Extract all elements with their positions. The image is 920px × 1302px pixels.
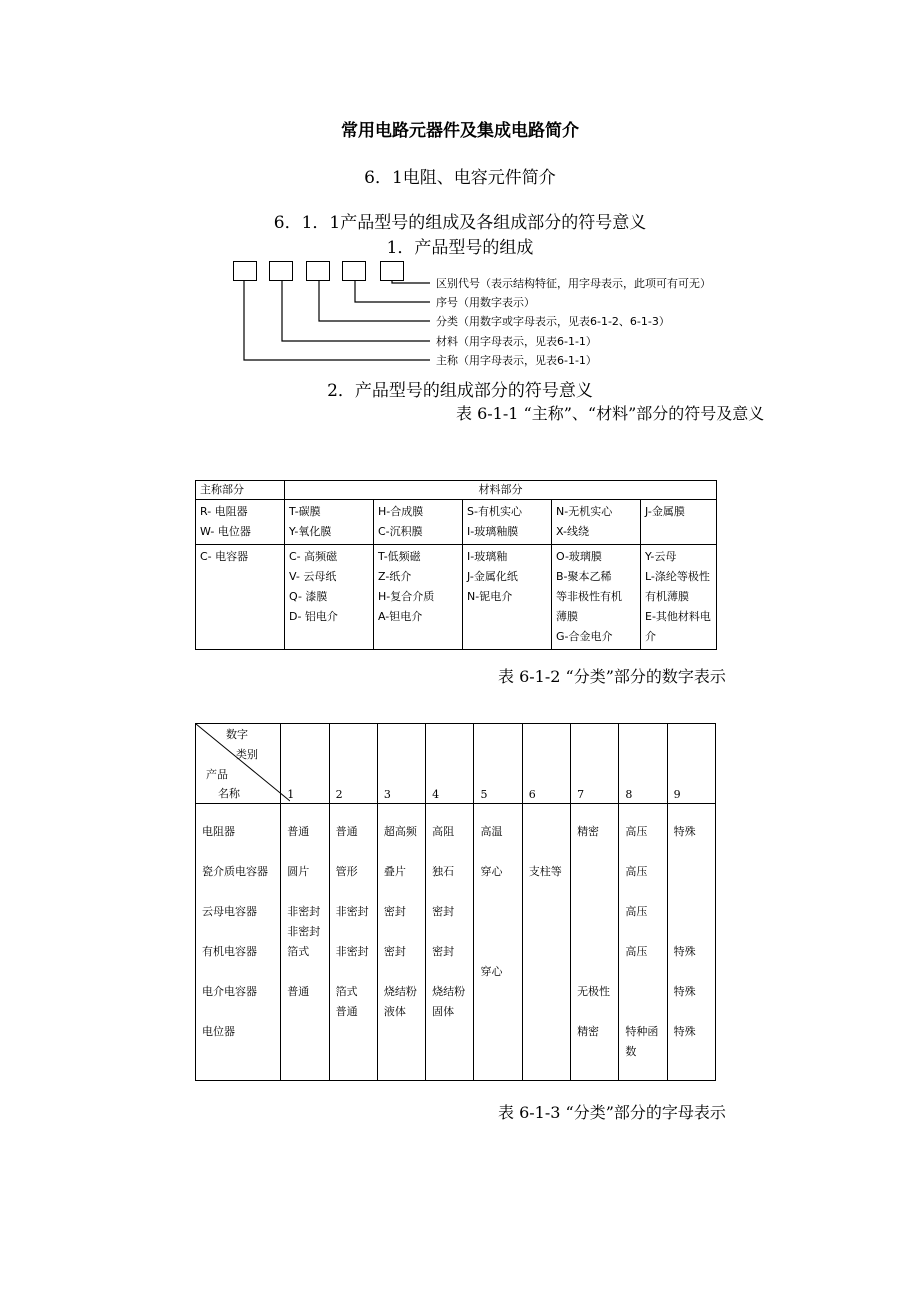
table-caption: 表 6-1-2 “分类”部分的数字表示 (498, 667, 726, 686)
table-caption: 表 6-1-1 “主称”、“材料”部分的符号及意义 (456, 404, 765, 423)
column-number: 9 (667, 724, 715, 804)
column-number: 7 (571, 724, 619, 804)
table-column-2: 普通 管形 非密封 非密封 箔式 普通 (329, 804, 377, 1081)
diagram-label: 材料（用字母表示，见表6-1-1） (436, 335, 597, 348)
table-column-6: 支柱等 (522, 804, 570, 1081)
table-cell: N-无机实心 X-线绕 (552, 500, 641, 545)
table-cell: I-玻璃釉 J-金属化纸 N-铌电介 (463, 545, 552, 650)
column-number: 1 (281, 724, 329, 804)
table-header-cell: 主称部分 (196, 481, 285, 500)
table-column-5: 高温 穿心 穿心 (474, 804, 522, 1081)
table-cell: C- 高频磁 V- 云母纸 Q- 漆膜 D- 铝电介 (285, 545, 374, 650)
table-cell: O-玻璃膜 B-聚本乙稀 等非极性有机 薄膜 G-合金电介 (552, 545, 641, 650)
column-number: 6 (522, 724, 570, 804)
column-number: 2 (329, 724, 377, 804)
column-number: 5 (474, 724, 522, 804)
table-cell: T-低频磁 Z-纸介 H-复合介质 A-钽电介 (374, 545, 463, 650)
table-column-1: 普通 圆片 非密封 非密封 箔式 普通 (281, 804, 329, 1081)
page-title: 常用电路元器件及集成电路简介 (341, 121, 579, 141)
table-column-8: 高压 高压 高压 高压 特种函 数 (619, 804, 667, 1081)
table-cell: R- 电阻器 W- 电位器 (196, 500, 285, 545)
table-cell: S-有机实心 I-玻璃釉膜 (463, 500, 552, 545)
subsection-heading: 6．1．1产品型号的组成及各组成部分的符号意义 (273, 213, 647, 233)
table-classification-digits (195, 723, 716, 1081)
table-column-4: 高阻 独石 密封 密封 烧结粉 固体 (426, 804, 474, 1081)
heading-symbol-meaning: 2．产品型号的组成部分的符号意义 (327, 381, 593, 401)
heading-composition: 1．产品型号的组成 (386, 238, 534, 258)
table-caption: 表 6-1-3 “分类”部分的字母表示 (498, 1103, 726, 1122)
diagram-label: 主称（用字母表示，见表6-1-1） (436, 354, 597, 367)
table-column-7: 精密 无极性 精密 (571, 804, 619, 1081)
table-column-9: 特殊 特殊 特殊 特殊 (667, 804, 715, 1081)
table-header-cell: 材料部分 (285, 481, 717, 500)
column-number: 4 (426, 724, 474, 804)
section-heading: 6．1电阻、电容元件简介 (364, 168, 556, 188)
diagram-label: 区别代号（表示结构特征，用字母表示，此项可有可无） (436, 277, 711, 290)
diagram-label: 序号（用数字表示） (436, 296, 535, 309)
table-column-3: 超高频 叠片 密封 密封 烧结粉 液体 (377, 804, 425, 1081)
table-cell: J-金属膜 (641, 500, 717, 545)
table-cell: H-合成膜 C-沉积膜 (374, 500, 463, 545)
column-number: 8 (619, 724, 667, 804)
table-cell: T-碳膜 Y-氧化膜 (285, 500, 374, 545)
column-number: 3 (377, 724, 425, 804)
corner-header-cell: 数字 类别 产品 名称 (196, 724, 281, 804)
table-main-material (195, 480, 717, 650)
table-cell: Y-云母 L-涤纶等极性 有机薄膜 E-其他材料电 介 (641, 545, 717, 650)
table-cell: C- 电容器 (196, 545, 285, 650)
row-names-cell: 电阻器 瓷介质电容器 云母电容器 有机电容器 电介电容器 电位器 (196, 804, 281, 1081)
diagram-label: 分类（用数字或字母表示，见表6-1-2、6-1-3） (436, 315, 670, 328)
